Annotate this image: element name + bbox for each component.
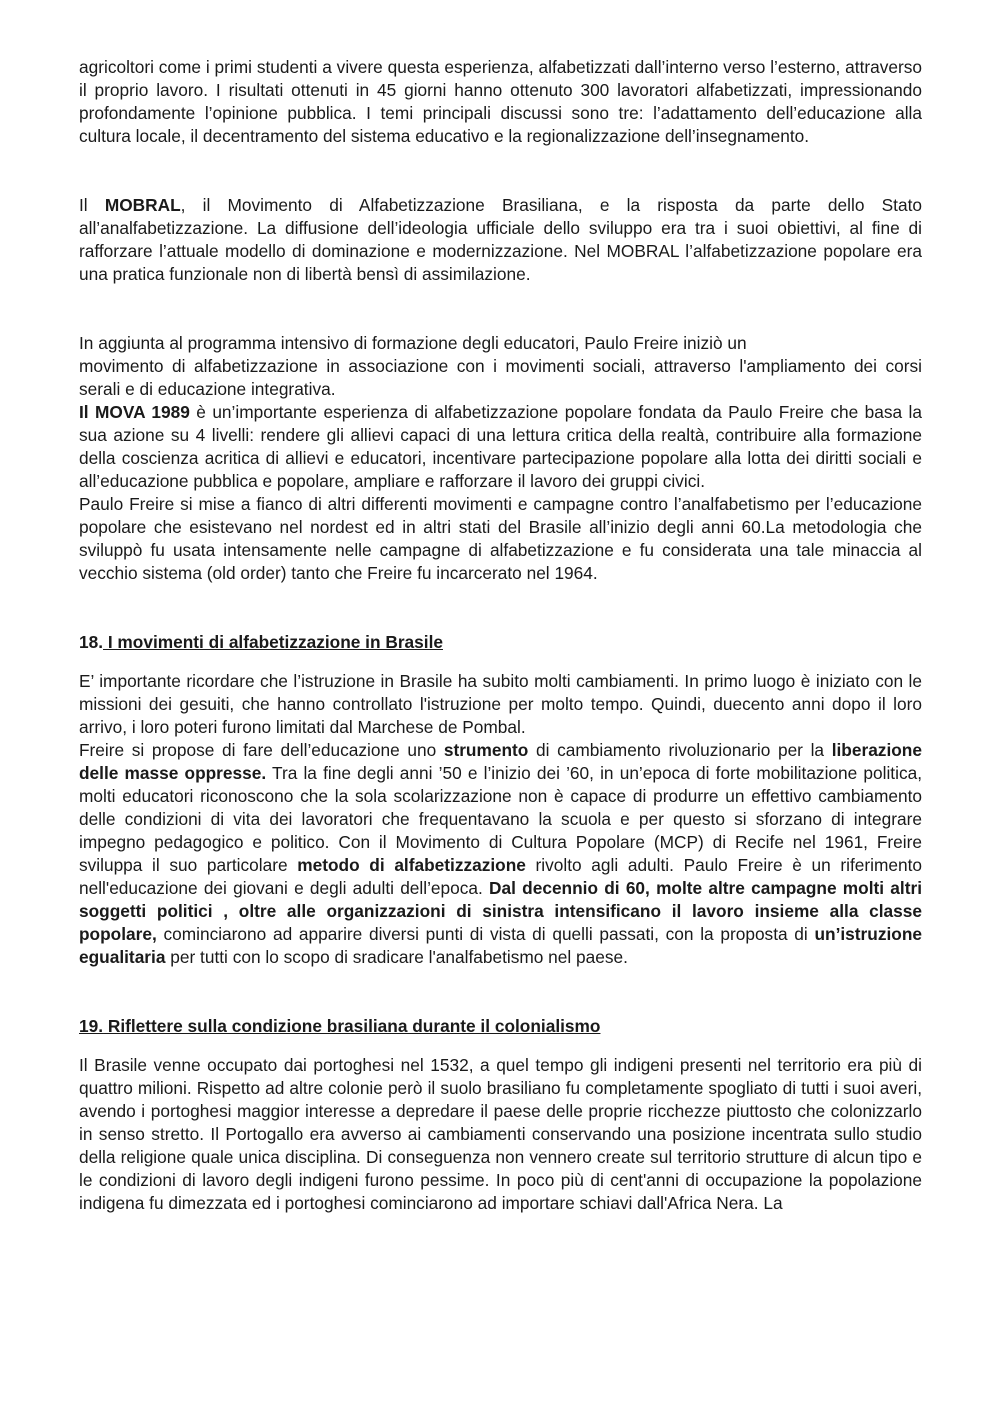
text-segment: , il Movimento di Alfabetizzazione Brasiliana, e la risposta da parte dello Stato all’analfabetizzazione. La diffusione dell’ideologia ufficiale dello sviluppo era tra i suoi obiettivi, al fine di rafforzare l’attuale modello di dominazione e modernizzazione. Nel MOBRAL l’alfabetizzazione popolare era una pratica funzionale non di libertà bensì di assimilazione. bbox=[79, 195, 922, 284]
text-segment: di cambiamento rivoluzionario per la bbox=[528, 740, 832, 760]
paragraph-freire-program-line1: In aggiunta al programma intensivo di formazione degli educatori, Paulo Freire iniziò un bbox=[79, 333, 747, 353]
text-segment: è un’importante esperienza di alfabetizzazione popolare fondata da Paulo Freire che basa la sua azione su 4 livelli: rendere gli allievi capaci di una lettura critica della realtà, contribuire alla formazione della coscienza acritica di allievi e educatori, incentivare partecipazione popolare alla lotta dei diritti sociali e all’educazione pubblica e popolare, ampliare e rafforzare il lavoro dei gruppi civici. bbox=[79, 402, 922, 491]
section-heading-18 bbox=[79, 631, 922, 654]
text-segment: rivolto agli adulti. Paulo Freire è un riferimento nell'educazione dei giovani e degli adulti dell’epoca. bbox=[79, 855, 922, 898]
spacer bbox=[79, 585, 922, 631]
bold-term: Dal decennio di 60, molte altre campagne molti altri soggetti politici , oltre alle organizzazioni di sinistra intensificano il lavoro insieme alla classe popolare, bbox=[79, 878, 922, 944]
text-segment: per tutti con lo scopo di sradicare l'analfabetismo nel paese. bbox=[165, 947, 628, 967]
paragraph-freire-campaigns: Paulo Freire si mise a fianco di altri differenti movimenti e campagne contro l’analfabetismo per l’educazione popolare che esistevano nel nordest ed in altri stati del Brasile all’inizio degli anni 60.La metodologia che sviluppò fu usata intensamente nelle campagne di alfabetizzazione e fu considerata una tale minaccia al vecchio sistema (old order) tanto che Freire fu incarcerato nel 1964. bbox=[79, 494, 922, 583]
section-title: Riflettere sulla condizione brasiliana durante il colonialismo bbox=[103, 1016, 601, 1036]
section-number: 18. bbox=[79, 632, 104, 652]
section-title: I movimenti di alfabetizzazione in Brasile bbox=[103, 632, 443, 652]
paragraph-freire-program: movimento di alfabetizzazione in associazione con i movimenti sociali, attraverso l'ampliamento dei corsi serali e di educazione integrativa. bbox=[79, 356, 922, 399]
paragraph-section19-colonialism: Il Brasile venne occupato dai portoghesi nel 1532, a quel tempo gli indigeni presenti nel territorio era più di quattro milioni. Rispetto ad altre colonie però il suolo brasiliano fu completamente spogliato di tutti i suoi averi, avendo i portoghesi maggior interesse a depredare il paese delle proprie ricchezze piuttosto che colonizzarlo in senso stretto. Il Portogallo era avverso ai cambiamenti conservando una posizione incentrata sullo studio della religione quale unica disciplina. Di conseguenza non vennero create sul territorio strutture di alcun tipo e le condizioni di lavoro degli indigeni furono pessime. In poco più di cent'anni di occupazione la popolazione indigena fu dimezzata ed i portoghesi cominciarono ad importare schiavi dall'Africa Nera. La bbox=[79, 1055, 922, 1213]
bold-term: metodo di alfabetizzazione bbox=[297, 855, 526, 875]
bold-term-mova: Il MOVA 1989 bbox=[79, 402, 190, 422]
bold-term: strumento bbox=[443, 740, 529, 760]
section-heading-19 bbox=[79, 1015, 922, 1038]
paragraph-section18-history: E’ importante ricordare che l’istruzione in Brasile ha subito molti cambiamenti. In primo luogo è iniziato con le missioni dei gesuiti, che hanno controllato l'istruzione per molto tempo. Quindi, duecento anni dopo il loro arrivo, i loro poteri furono limitati dal Marchese de Pombal. bbox=[79, 671, 922, 737]
bold-term: un’istruzione egualitaria bbox=[79, 924, 922, 967]
spacer bbox=[79, 1038, 922, 1054]
paragraph-intro: agricoltori come i primi studenti a vivere questa esperienza, alfabetizzati dall’interno verso l’esterno, attraverso il proprio lavoro. I risultati ottenuti in 45 giorni hanno ottenuto 300 lavoratori alfabetizzati, impressionando profondamente l’opinione pubblica. I temi principali discussi sono tre: l’adattamento dell’educazione alla cultura locale, il decentramento del sistema educativo e la regionalizzazione dell’insegnamento. bbox=[79, 57, 922, 146]
bold-term: liberazione delle masse oppresse. bbox=[79, 740, 922, 783]
text-segment: Il bbox=[79, 195, 105, 215]
document-page bbox=[79, 56, 922, 1215]
paragraph-section18-freire bbox=[79, 739, 922, 969]
spacer bbox=[79, 969, 922, 1015]
section-number: 19. bbox=[79, 1016, 104, 1036]
text-segment: Freire si propose di fare dell’educazione uno bbox=[79, 740, 444, 760]
spacer bbox=[79, 148, 922, 194]
paragraph-mova bbox=[79, 401, 922, 493]
bold-term-mobral: MOBRAL bbox=[104, 195, 181, 215]
paragraph-mobral bbox=[79, 194, 922, 286]
spacer bbox=[79, 654, 922, 670]
text-segment: cominciarono ad apparire diversi punti di vista di quelli passati, con la proposta di bbox=[156, 924, 815, 944]
text-segment: Tra la fine degli anni ’50 e l’inizio dei ’60, in un’epoca di forte mobilitazione politica, molti educatori riconoscono che la sola scolarizzazione non è capace di produrre un effettivo cambiamento delle condizioni di vita dei lavoratori che frequentavano la scuola e per questo si sforzano di integrare impegno pedagogico e politico. Con il Movimento di Cultura Popolare (MCP) di Recife nel 1961, Freire sviluppa il suo particolare bbox=[79, 763, 922, 875]
spacer bbox=[79, 286, 922, 332]
